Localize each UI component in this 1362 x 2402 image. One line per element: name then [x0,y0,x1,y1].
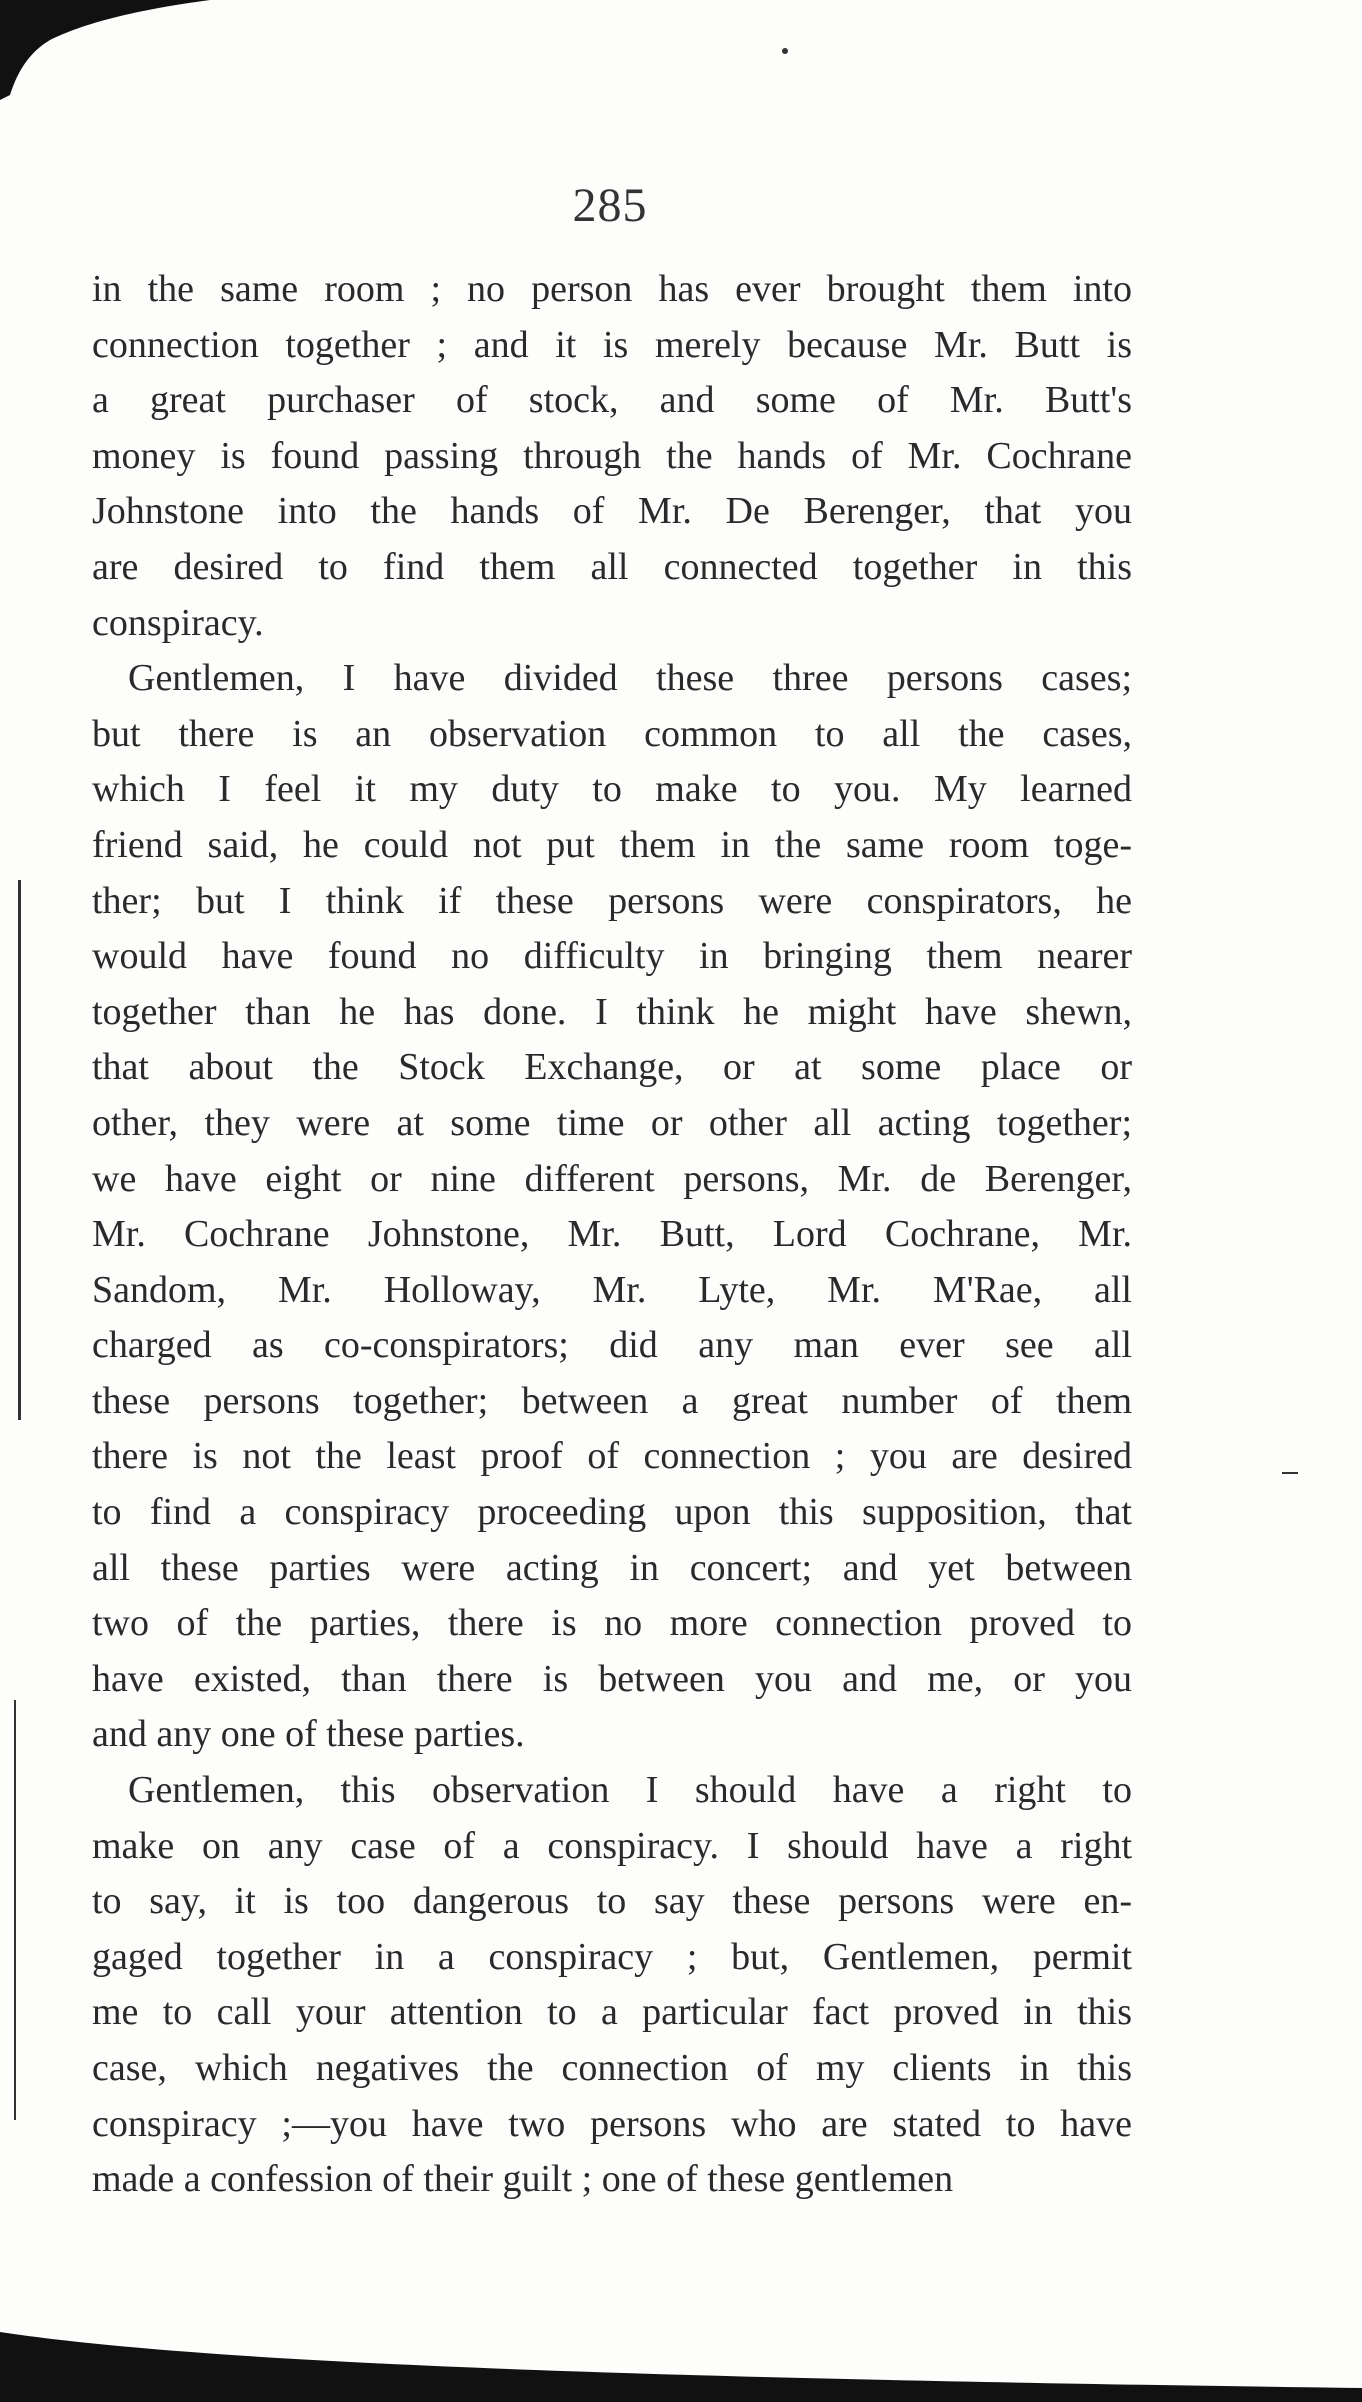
margin-dash-right [1282,1472,1298,1474]
text-line: make on any case of a conspiracy. I should have a right [92,1824,1132,1867]
text-line: to say, it is too dangerous to say these persons were en- [92,1880,1132,1923]
page-bottom-shadow [0,2292,1362,2402]
text-line: in the same room ; no person has ever brought them into [92,268,1132,310]
text-line: money is found passing through the hands of Mr. Cochrane [92,434,1132,477]
margin-rule-left [18,880,21,1420]
text-line: ther; but I think if these persons were conspirators, he [92,879,1132,922]
text-line: connection together ; and it is merely because Mr. Butt is [92,323,1132,366]
text-line: friend said, he could not put them in the same room toge- [92,823,1132,866]
text-line: charged as co-conspirators; did any man ever see all [92,1324,1132,1367]
text-line: conspiracy. [92,601,264,644]
page-number: 285 [572,179,648,232]
text-line: two of the parties, there is no more connection proved to [92,1602,1132,1645]
margin-rule-left-lower [14,1700,16,2120]
text-line: conspiracy ;—you have two persons who are stated to have [92,2102,1132,2145]
text-line: Mr. Cochrane Johnstone, Mr. Butt, Lord Cochrane, Mr. [92,1213,1132,1256]
text-line: made a confession of their guilt ; one of these gentlemen [92,2158,954,2201]
text-line: but there is an observation common to all the cases, [92,712,1132,755]
text-line: me to call your attention to a particular fact proved in this [92,1991,1132,2034]
text-line: Johnstone into the hands of Mr. De Berenger, that you [92,490,1132,533]
body-text [92,262,1132,2208]
text-line: that about the Stock Exchange, or at some place or [92,1046,1132,1089]
text-line: would have found no difficulty in bringing them nearer [92,935,1132,978]
top-speck [782,48,788,54]
text-line: other, they were at some time or other all acting together; [92,1101,1132,1144]
text-line: are desired to find them all connected together in this [92,545,1132,588]
text-line: Gentlemen, I have divided these three persons cases; [128,657,1132,700]
text-line: Sandom, Mr. Holloway, Mr. Lyte, Mr. M'Rae, all [92,1268,1132,1311]
text-line: have existed, than there is between you and me, or you [92,1657,1132,1700]
page-corner-shadow [0,0,210,110]
text-line: these persons together; between a great number of them [92,1379,1132,1422]
text-line: a great purchaser of stock, and some of Mr. Butt's [92,379,1132,422]
text-line: Gentlemen, this observation I should have a right to [128,1769,1132,1812]
text-line: which I feel it my duty to make to you. My learned [92,768,1132,811]
text-line: and any one of these parties. [92,1713,525,1756]
text-line: together than he has done. I think he might have shewn, [92,990,1132,1033]
text-line: gaged together in a conspiracy ; but, Gentlemen, permit [92,1935,1132,1978]
text-line: to find a conspiracy proceeding upon this supposition, that [92,1491,1132,1534]
text-line: case, which negatives the connection of my clients in this [92,2047,1132,2089]
text-line: all these parties were acting in concert; and yet between [92,1546,1132,1589]
text-line: there is not the least proof of connection ; you are desired [92,1435,1132,1478]
text-line: we have eight or nine different persons, Mr. de Berenger, [92,1157,1132,1200]
